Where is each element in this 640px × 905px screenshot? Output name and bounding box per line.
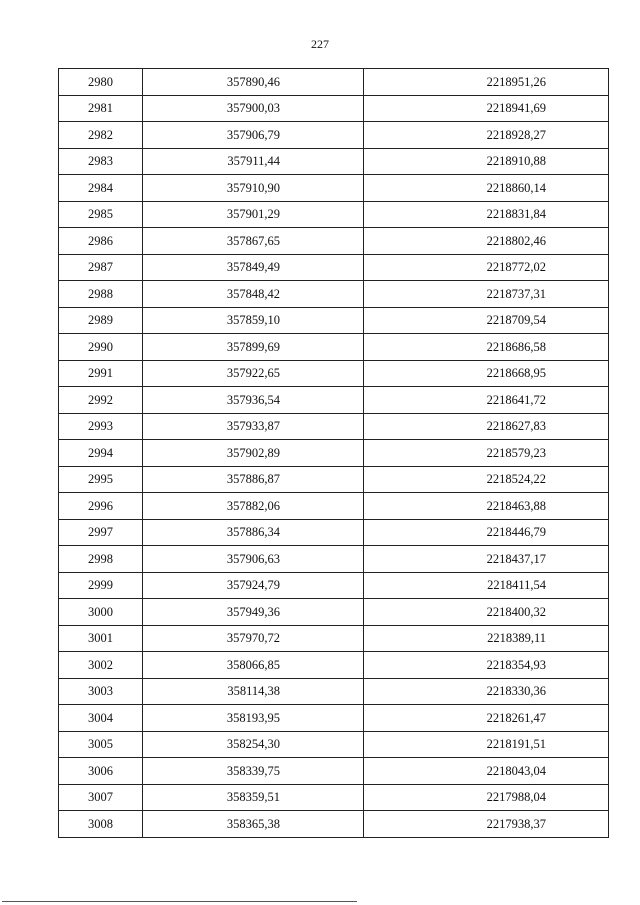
x-coordinate-cell: 357859,10 (143, 307, 364, 334)
table-row (59, 731, 609, 758)
x-coordinate-cell: 358066,85 (143, 652, 364, 679)
point-number-cell: 2990 (59, 334, 143, 361)
x-coordinate-cell: 358114,38 (143, 678, 364, 705)
point-number-cell: 3008 (59, 811, 143, 838)
x-coordinate-cell: 357906,63 (143, 546, 364, 573)
y-coordinate-cell: 2218043,04 (364, 758, 609, 785)
y-coordinate-cell: 2218641,72 (364, 387, 609, 414)
coordinates-table (58, 68, 609, 838)
y-coordinate-cell: 2218354,93 (364, 652, 609, 679)
table-row (59, 519, 609, 546)
point-number-cell: 2986 (59, 228, 143, 255)
x-coordinate-cell: 357867,65 (143, 228, 364, 255)
y-coordinate-cell: 2217988,04 (364, 784, 609, 811)
table-row (59, 387, 609, 414)
y-coordinate-cell: 2218951,26 (364, 69, 609, 96)
x-coordinate-cell: 357924,79 (143, 572, 364, 599)
x-coordinate-cell: 357933,87 (143, 413, 364, 440)
y-coordinate-cell: 2218261,47 (364, 705, 609, 732)
y-coordinate-cell: 2218411,54 (364, 572, 609, 599)
x-coordinate-cell: 358359,51 (143, 784, 364, 811)
x-coordinate-cell: 357936,54 (143, 387, 364, 414)
table-row (59, 307, 609, 334)
table-row (59, 811, 609, 838)
table-row (59, 625, 609, 652)
y-coordinate-cell: 2218831,84 (364, 201, 609, 228)
table-row (59, 440, 609, 467)
y-coordinate-cell: 2218928,27 (364, 122, 609, 149)
y-coordinate-cell: 2218668,95 (364, 360, 609, 387)
table-row (59, 705, 609, 732)
x-coordinate-cell: 357890,46 (143, 69, 364, 96)
table-row (59, 334, 609, 361)
y-coordinate-cell: 2218437,17 (364, 546, 609, 573)
x-coordinate-cell: 357886,87 (143, 466, 364, 493)
y-coordinate-cell: 2218802,46 (364, 228, 609, 255)
point-number-cell: 2994 (59, 440, 143, 467)
table-row (59, 466, 609, 493)
y-coordinate-cell: 2218446,79 (364, 519, 609, 546)
x-coordinate-cell: 357970,72 (143, 625, 364, 652)
table-row (59, 228, 609, 255)
page-number: 227 (311, 37, 329, 51)
point-number-cell: 3005 (59, 731, 143, 758)
point-number-cell: 2995 (59, 466, 143, 493)
table-row (59, 572, 609, 599)
x-coordinate-cell: 357882,06 (143, 493, 364, 520)
footnote-rule (2, 901, 357, 902)
y-coordinate-cell: 2218772,02 (364, 254, 609, 281)
table-row (59, 175, 609, 202)
y-coordinate-cell: 2218579,23 (364, 440, 609, 467)
table-row (59, 546, 609, 573)
point-number-cell: 3007 (59, 784, 143, 811)
point-number-cell: 3001 (59, 625, 143, 652)
table-row (59, 758, 609, 785)
table-row (59, 201, 609, 228)
table-row (59, 413, 609, 440)
point-number-cell: 3000 (59, 599, 143, 626)
y-coordinate-cell: 2217938,37 (364, 811, 609, 838)
point-number-cell: 2993 (59, 413, 143, 440)
y-coordinate-cell: 2218463,88 (364, 493, 609, 520)
x-coordinate-cell: 357886,34 (143, 519, 364, 546)
x-coordinate-cell: 357902,89 (143, 440, 364, 467)
y-coordinate-cell: 2218191,51 (364, 731, 609, 758)
y-coordinate-cell: 2218941,69 (364, 95, 609, 122)
y-coordinate-cell: 2218627,83 (364, 413, 609, 440)
point-number-cell: 2980 (59, 69, 143, 96)
table-row (59, 599, 609, 626)
x-coordinate-cell: 357901,29 (143, 201, 364, 228)
point-number-cell: 2997 (59, 519, 143, 546)
point-number-cell: 3006 (59, 758, 143, 785)
y-coordinate-cell: 2218686,58 (364, 334, 609, 361)
point-number-cell: 3003 (59, 678, 143, 705)
point-number-cell: 2984 (59, 175, 143, 202)
point-number-cell: 2987 (59, 254, 143, 281)
point-number-cell: 2988 (59, 281, 143, 308)
y-coordinate-cell: 2218860,14 (364, 175, 609, 202)
x-coordinate-cell: 358254,30 (143, 731, 364, 758)
table-row (59, 652, 609, 679)
point-number-cell: 2998 (59, 546, 143, 573)
point-number-cell: 3004 (59, 705, 143, 732)
y-coordinate-cell: 2218389,11 (364, 625, 609, 652)
point-number-cell: 2992 (59, 387, 143, 414)
table-row (59, 360, 609, 387)
table-row (59, 493, 609, 520)
x-coordinate-cell: 358193,95 (143, 705, 364, 732)
point-number-cell: 2991 (59, 360, 143, 387)
x-coordinate-cell: 358365,38 (143, 811, 364, 838)
x-coordinate-cell: 357949,36 (143, 599, 364, 626)
table-row (59, 254, 609, 281)
x-coordinate-cell: 357906,79 (143, 122, 364, 149)
point-number-cell: 3002 (59, 652, 143, 679)
x-coordinate-cell: 357900,03 (143, 95, 364, 122)
coordinates-table-body (59, 69, 609, 838)
y-coordinate-cell: 2218737,31 (364, 281, 609, 308)
point-number-cell: 2989 (59, 307, 143, 334)
table-row (59, 281, 609, 308)
table-row (59, 95, 609, 122)
table-row (59, 69, 609, 96)
point-number-cell: 2982 (59, 122, 143, 149)
x-coordinate-cell: 357899,69 (143, 334, 364, 361)
point-number-cell: 2981 (59, 95, 143, 122)
table-row (59, 678, 609, 705)
x-coordinate-cell: 357922,65 (143, 360, 364, 387)
table-row (59, 784, 609, 811)
y-coordinate-cell: 2218910,88 (364, 148, 609, 175)
point-number-cell: 2983 (59, 148, 143, 175)
y-coordinate-cell: 2218524,22 (364, 466, 609, 493)
table-row (59, 148, 609, 175)
x-coordinate-cell: 357849,49 (143, 254, 364, 281)
x-coordinate-cell: 357848,42 (143, 281, 364, 308)
x-coordinate-cell: 357910,90 (143, 175, 364, 202)
x-coordinate-cell: 358339,75 (143, 758, 364, 785)
point-number-cell: 2996 (59, 493, 143, 520)
point-number-cell: 2985 (59, 201, 143, 228)
y-coordinate-cell: 2218400,32 (364, 599, 609, 626)
y-coordinate-cell: 2218330,36 (364, 678, 609, 705)
point-number-cell: 2999 (59, 572, 143, 599)
y-coordinate-cell: 2218709,54 (364, 307, 609, 334)
x-coordinate-cell: 357911,44 (143, 148, 364, 175)
table-row (59, 122, 609, 149)
